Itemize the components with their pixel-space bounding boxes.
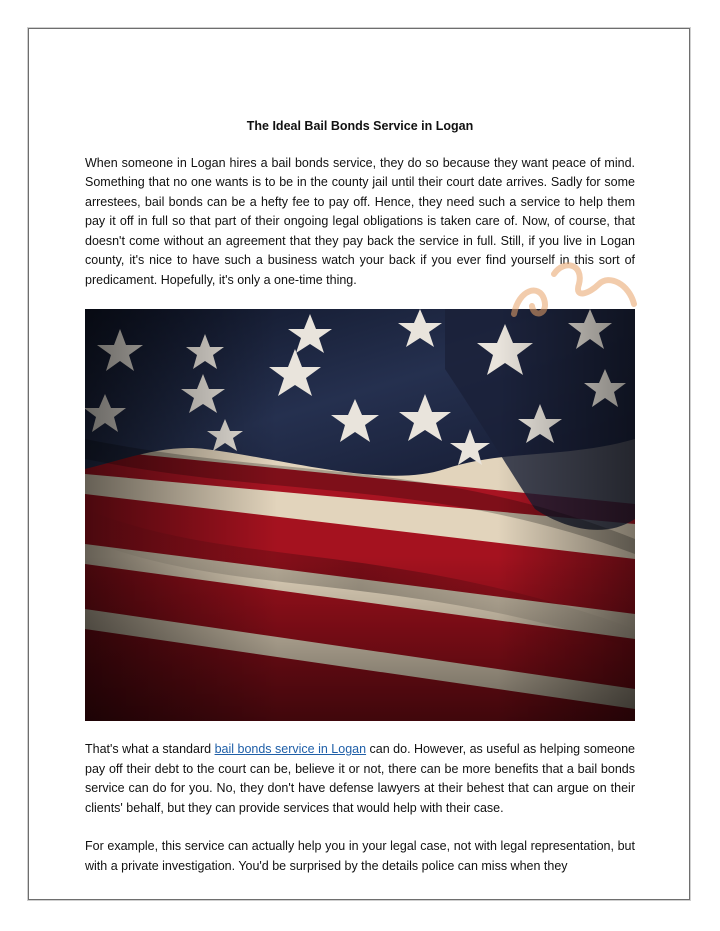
american-flag-photo [85, 309, 635, 721]
bail-bonds-service-link[interactable]: bail bonds service in Logan [214, 742, 367, 756]
paragraph-benefits-lead: That's what a standard [85, 742, 215, 756]
document-title: The Ideal Bail Bonds Service in Logan [246, 119, 474, 133]
paragraph-intro: When someone in Logan hires a bail bonds service, they do so because they want peace of mind. Something that no one wants is to be in the county jail until their court date arrives. Sadly for some arrestees, bail bonds can be a hefty fee to pay off. Hence, they need such a service to help them pay it off in full so that part of their ongoing legal obligations is taken care of. Now, of course, that doesn't come without an agreement that they pay back the service in full. Still, if you live in Logan county, it's nice to have such a business watch your back if you ever find yourself in this sort of predicament. Hopefully, it's only a one-time thing. [85, 155, 635, 287]
paragraph-investigation: For example, this service can actually help you in your legal case, not with legal representation, but with a private investigation. You'd be surprised by the details police can miss when they [85, 839, 635, 873]
document-content [85, 117, 635, 895]
paragraph-benefits [85, 740, 635, 818]
paragraph-benefits-rest: can do. However, as useful as helping someone pay off their debt to the court can be, believe it or not, there can be more benefits that a bail bonds service can do for you. No, they don't have defense lawyers at their behest that can argue on their clients' behalf, but they can provide services that would help with their case. [85, 742, 635, 815]
document-page [28, 28, 690, 900]
